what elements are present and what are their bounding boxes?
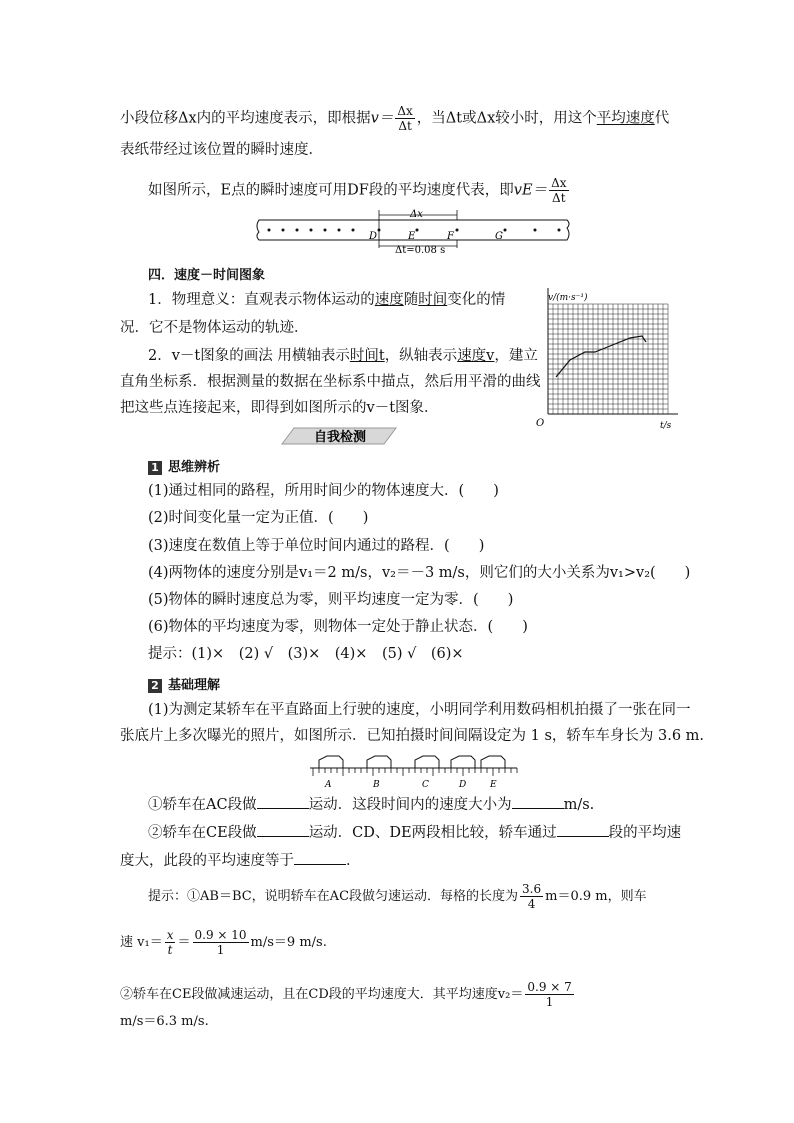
car-label-C: C	[422, 780, 429, 790]
question-5: (5)物体的瞬时速度总为零，则平均速度一定为零．( )	[148, 592, 514, 608]
answer-line-4: m/s＝6.3 m/s.	[120, 1014, 209, 1029]
answer-line-3: ②轿车在CE段做减速运动，且在CD段的平均速度大．其平均速度v₂＝ $\frac{0.9 \times 7}{1}$	[120, 980, 572, 1009]
intro-line-3: 如图所示，E点的瞬时速度可用DF段的平均速度代表，即vE＝ $\frac{\Delta x}{\Delta t}$	[148, 176, 567, 205]
subheader-2: 2 基础理解	[148, 674, 220, 693]
answer-line-2: 速 v₁＝ $\frac{x}{t}$ ＝ $\frac{0.9 \times 10}{1}$ m/s＝9 m/s.	[120, 928, 327, 957]
intro-line-2: 表纸带经过该位置的瞬时速度．	[120, 142, 323, 158]
car-label-D: D	[459, 780, 467, 790]
underlined-term: 平均速度	[596, 110, 655, 127]
s4-line-4: 直角坐标系．根据测量的数据在坐标系中描点，然后用平滑的曲线	[120, 374, 541, 390]
vt-graph	[530, 282, 680, 432]
point-E: E	[408, 231, 416, 242]
s4-line-5: 把这些点连接起来，即得到如图所示的v－t图象．	[120, 400, 439, 416]
question-4: (4)两物体的速度分别是v₁＝2 m/s，v₂＝－3 m/s，则它们的大小关系为v₁>v₂( )	[148, 565, 691, 581]
point-G: G	[495, 231, 503, 242]
fraction-dx-dt: $\frac{\Delta x}{\Delta t}$	[397, 104, 413, 133]
fraction-dx-dt: $\frac{\Delta x}{\Delta t}$	[551, 176, 567, 205]
answer-blank[interactable]	[294, 850, 346, 865]
s4-line-2: 况．它不是物体运动的轨迹．	[120, 320, 309, 336]
hint-answers: 提示：(1)× (2) √ (3)× (4)× (5) √ (6)×	[148, 646, 464, 662]
answer-line-1: 提示：①AB＝BC，说明轿车在AC段做匀速运动．每格的长度为 $\frac{3.6}{4}$ m＝0.9 m，则车	[148, 882, 647, 911]
question-3: (3)速度在数值上等于单位时间内通过的路程．( )	[148, 538, 485, 554]
answer-blank[interactable]	[257, 822, 309, 837]
question-1: (1)通过相同的路程，所用时间少的物体速度大．( )	[148, 483, 499, 499]
car-label-E: E	[490, 780, 497, 790]
fill-line-1: ①轿车在AC段做 运动．这段时间内的速度大小为 m/s.	[148, 794, 594, 815]
fill-line-3: 度大，此段的平均速度等于 ．	[120, 850, 361, 871]
s4-line-3: 2．v－t图象的画法 用横轴表示时间t，纵轴表示速度v，建立	[148, 348, 538, 364]
formula-v: v＝	[370, 110, 394, 127]
basic-line-2: 张底片上多次曝光的照片，如图所示．已知拍摄时间间隔设定为 1 s，轿车车身长为 3.6 m.	[120, 728, 705, 744]
y-axis-label: v/(m·s⁻¹)	[548, 293, 588, 303]
point-F: F	[447, 231, 454, 242]
question-2: (2)时间变化量一定为正值．( )	[148, 510, 369, 526]
car-ruler-diagram	[305, 754, 525, 790]
fill-line-2: ②轿车在CE段做 运动．CD、DE两段相比较，轿车通过 段的平均速	[148, 822, 681, 843]
label-dt: Δt=0.08 s	[395, 245, 446, 254]
label-dx: Δx	[410, 209, 423, 220]
car-label-A: A	[325, 780, 332, 790]
basic-line-1: (1)为测定某轿车在平直路面上行驶的速度，小明同学利用数码相机拍摄了一张在同一	[148, 702, 691, 718]
vt-curve	[556, 336, 646, 377]
section-title: 四．速度－时间图象	[148, 268, 266, 283]
tape-diagram	[255, 206, 575, 254]
self-check-banner	[280, 424, 400, 446]
answer-blank[interactable]	[557, 822, 609, 837]
answer-blank[interactable]	[257, 794, 309, 809]
car-label-B: B	[373, 780, 380, 790]
s4-line-1: 1．物理意义：直观表示物体运动的速度随时间变化的情	[148, 292, 506, 308]
banner-title: 自我检测	[314, 430, 367, 445]
answer-blank[interactable]	[512, 794, 564, 809]
x-axis-label: t/s	[660, 421, 672, 431]
text: 小段位移Δx内的平均速度表示，即根据	[120, 110, 371, 127]
intro-line-1: 小段位移Δx内的平均速度表示，即根据v＝ $\frac{\Delta x}{\Delta t}$ ，当Δt或Δx较小时，用这个平均速度代	[120, 104, 670, 133]
subheader-1: 1 思维辨析	[148, 456, 220, 475]
point-D: D	[369, 231, 378, 242]
question-6: (6)物体的平均速度为零，则物体一定处于静止状态．( )	[148, 619, 528, 635]
origin-label: O	[536, 418, 545, 429]
